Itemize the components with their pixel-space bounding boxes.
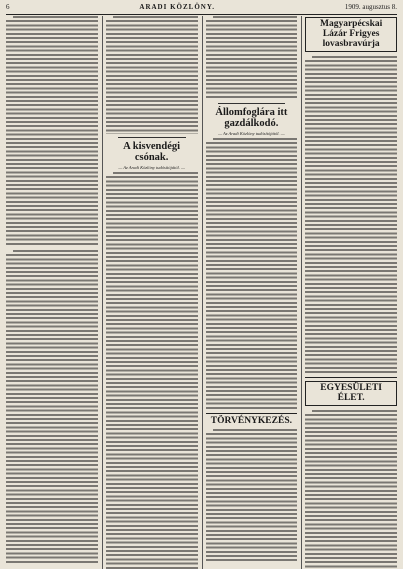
newspaper-title: ARADI KÖZLÖNY. bbox=[139, 3, 215, 11]
article-byline: — Az Aradi Közlöny tudósítójától. — bbox=[217, 131, 285, 137]
headline-box bbox=[305, 381, 397, 406]
column-1 bbox=[6, 16, 98, 569]
text-block bbox=[106, 172, 198, 569]
issue-date: 1909. augusztus 8. bbox=[344, 3, 397, 11]
section-divider bbox=[118, 137, 186, 138]
column-3 bbox=[202, 16, 298, 569]
text-block bbox=[106, 16, 198, 134]
section-divider bbox=[305, 377, 397, 378]
text-block bbox=[6, 250, 98, 563]
text-block bbox=[206, 16, 298, 100]
article-heading: Állomfoglára itt gazdálkodó. bbox=[215, 107, 288, 130]
column-2 bbox=[102, 16, 198, 569]
page-number: 6 bbox=[6, 3, 10, 11]
article-heading: A kisvendégi csónak. bbox=[123, 141, 181, 164]
text-block bbox=[206, 138, 298, 410]
text-block bbox=[305, 56, 397, 374]
article-byline: — Az Aradi Közlöny tudósítójától. — bbox=[118, 165, 186, 171]
column-4 bbox=[301, 16, 397, 569]
masthead-rule bbox=[6, 14, 397, 15]
text-block bbox=[206, 429, 298, 563]
section-heading: EGYESÜLETI ÉLET. bbox=[320, 382, 383, 403]
text-block bbox=[6, 16, 98, 246]
article-heading: Magyarpécskai Lázár Frigyes lovasbravúrja bbox=[319, 19, 383, 49]
masthead bbox=[6, 3, 397, 12]
headline-box bbox=[305, 17, 397, 52]
column-grid bbox=[6, 16, 397, 569]
section-heading: TÖRVÉNYKEZÉS. bbox=[210, 416, 292, 427]
section-divider bbox=[218, 103, 286, 104]
text-block bbox=[305, 410, 397, 569]
section-divider bbox=[206, 413, 298, 414]
